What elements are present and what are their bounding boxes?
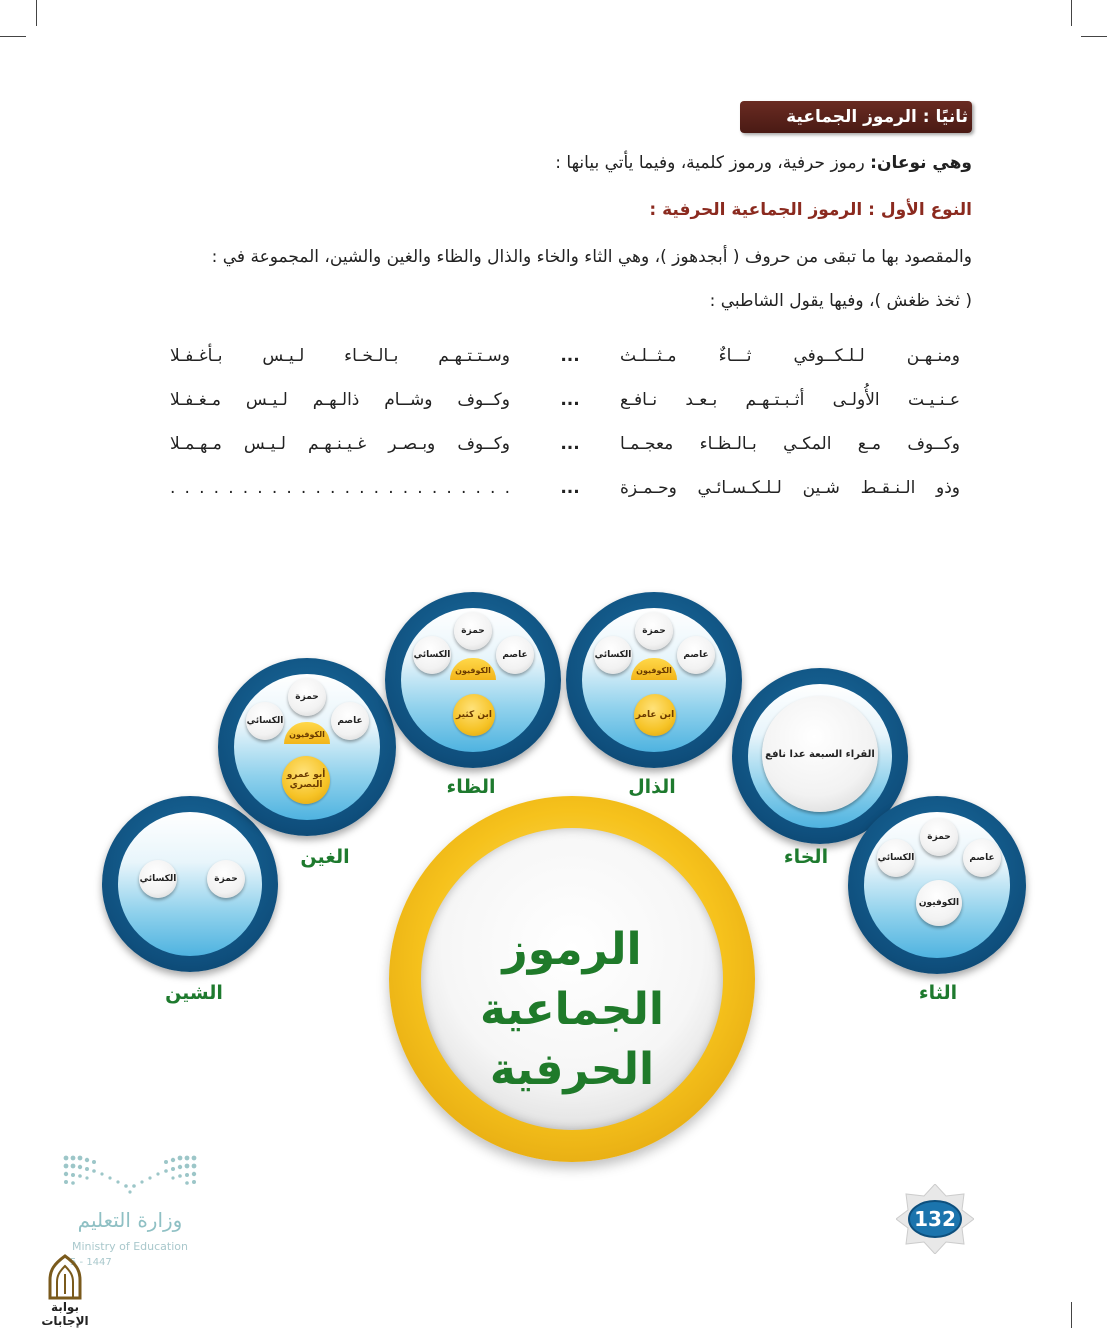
intro-rest: رموز حرفية، ورموز كلمية، وفيما يأتي بيانها : xyxy=(555,153,871,173)
bubble-asim: عاصم xyxy=(331,702,369,740)
bubble-kisai: الكسائي xyxy=(413,636,451,674)
gold-ibn-amir: ابن عامر xyxy=(634,694,676,736)
poem-verse xyxy=(170,478,960,508)
crop-mark xyxy=(1071,0,1072,26)
poem-separator: ... xyxy=(560,434,580,454)
bubble-hamza: حمزة xyxy=(635,612,673,650)
circle-dhal xyxy=(566,592,742,768)
ministry-year: 5 - 1447 xyxy=(70,1257,112,1268)
poem-verse xyxy=(170,434,960,464)
poem-hemistich-right: عـنـيـت الأُولـى أثـبـتـهـم بـعـد نـافـع xyxy=(620,390,960,410)
ministry-name-arabic: وزارة التعليم xyxy=(77,1208,183,1232)
poem-hemistich-left: . . . . . . . . . . . . . . . . . . . . . . . . xyxy=(170,478,510,498)
crop-mark xyxy=(0,36,26,37)
ministry-name-english: Ministry of Education xyxy=(71,1240,188,1253)
crop-mark xyxy=(36,0,37,26)
section-title: ثانيًا : الرموز الجماعية xyxy=(740,101,972,133)
center-title xyxy=(421,920,723,1100)
poem-verse xyxy=(170,346,960,376)
bubble-qurra: القراء السبعة عدا نافع xyxy=(762,696,878,812)
poem-hemistich-left: وكــوف وبـصـر غـيـنـهـم لـيـس مـهـمـلا xyxy=(170,434,510,454)
crop-mark xyxy=(1081,36,1107,37)
bubble-asim: عاصم xyxy=(963,839,1001,877)
bubble-hamza: حمزة xyxy=(920,818,958,856)
center-title-line-1: الرموز الجماعية xyxy=(479,924,665,1035)
bubble-kufiyyun: الكوفيون xyxy=(916,880,962,926)
gold-abu-amr: أبو عمرو البصري xyxy=(282,756,330,804)
bubble-kisai: الكسائي xyxy=(594,636,632,674)
circle-shin xyxy=(102,796,278,972)
label-khaa: الخاء xyxy=(783,846,829,868)
watermark-text: بوابة الإجابات xyxy=(41,1300,89,1328)
poem-hemistich-right: ومنـهـن لـلـكــوفي ثـــاءٌ مـثــلـث xyxy=(620,346,960,366)
poem-verse xyxy=(170,390,960,420)
poem-hemistich-left: وكــوف وشــام ذالـهـم لـيـس مـغـفـلا xyxy=(170,390,510,410)
circle-thaa xyxy=(848,796,1026,974)
poem-hemistich-left: وسـتـتـهـم بـالـخـاء لـيـس بـأغـفـلا xyxy=(170,346,510,366)
poem-separator: ... xyxy=(560,390,580,410)
bubble-hamza: حمزة xyxy=(207,860,245,898)
bubble-kisai: الكسائي xyxy=(877,839,915,877)
gold-ibn-kathir: ابن كثير xyxy=(453,694,495,736)
type-title: النوع الأول : الرموز الجماعية الحرفية : xyxy=(649,200,972,220)
bubble-kisai: الكسائي xyxy=(246,702,284,740)
bubble-asim: عاصم xyxy=(677,636,715,674)
label-zaa: الظاء xyxy=(446,776,496,798)
label-ghayn: الغين xyxy=(300,846,350,868)
poem-separator: ... xyxy=(560,346,580,366)
poem-hemistich-right: وذو الـنـقـط شـين لـلـكـسـائـي وحـمـزة xyxy=(620,478,960,498)
intro-bold: وهي نوعان: xyxy=(870,153,972,173)
ministry-logo-dots xyxy=(62,1152,198,1198)
kufiyyun-cap: الكوفيون xyxy=(284,722,330,744)
bubble-hamza: حمزة xyxy=(454,612,492,650)
crop-mark xyxy=(1071,1302,1072,1328)
paragraph-line-1: والمقصود بها ما تبقى من حروف ( أبجدهوز )، وهي الثاء والخاء والذال والظاء والغين والشين، المجموعة في : xyxy=(211,247,972,267)
label-dhal: الذال xyxy=(628,776,676,798)
center-title-line-2: الحرفية xyxy=(489,1044,655,1095)
poem-separator: ... xyxy=(560,478,580,498)
bubble-asim: عاصم xyxy=(496,636,534,674)
bubble-kisai: الكسائي xyxy=(139,860,177,898)
paragraph-line-2: ( ثخذ ظغش )، وفيها يقول الشاطبي : xyxy=(709,291,972,311)
circle-ghayn xyxy=(218,658,396,836)
kufiyyun-cap: الكوفيون xyxy=(450,658,496,680)
label-shin: الشين xyxy=(165,982,223,1004)
intro-line xyxy=(152,150,972,176)
kufiyyun-cap: الكوفيون xyxy=(631,658,677,680)
circle-zaa xyxy=(385,592,561,768)
poem-hemistich-right: وكــوف مـع المكـي بـالـظـاء معجـمـا xyxy=(620,434,960,454)
page-number: 132 xyxy=(914,1207,956,1231)
label-thaa: الثاء xyxy=(918,982,958,1004)
watermark-logo-icon xyxy=(44,1254,86,1300)
bubble-hamza: حمزة xyxy=(288,678,326,716)
